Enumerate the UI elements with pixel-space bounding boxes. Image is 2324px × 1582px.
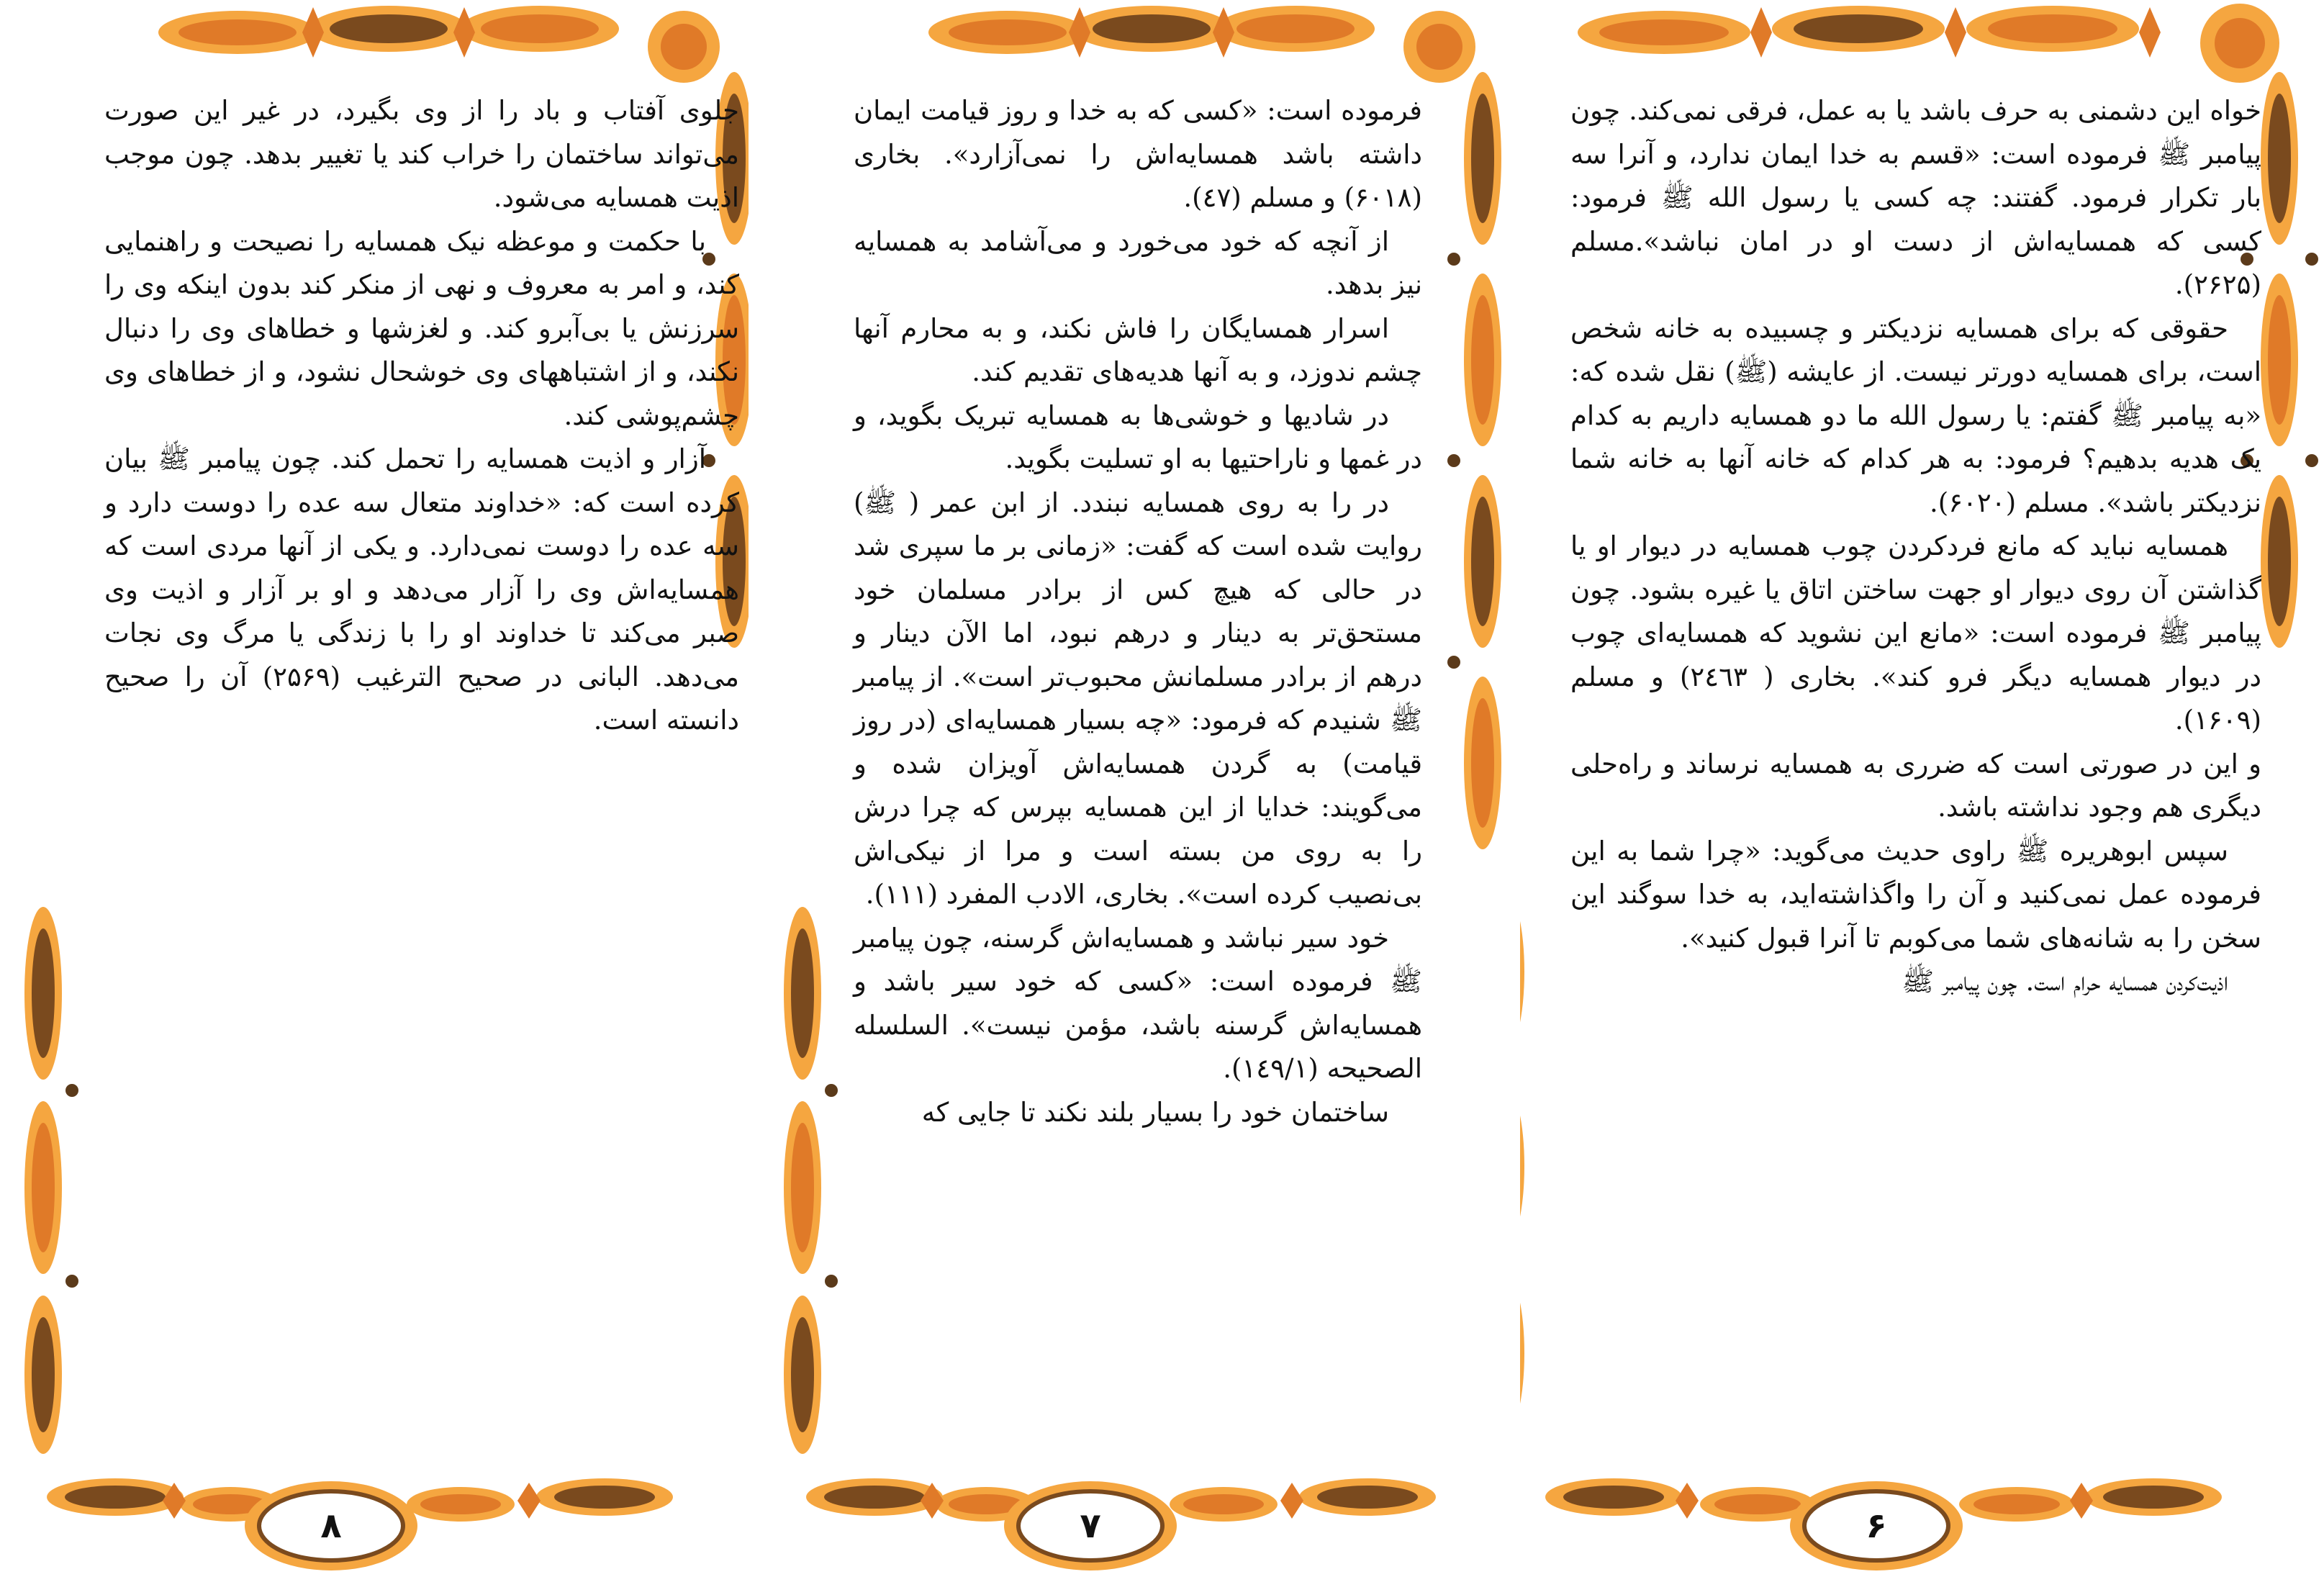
- page-8: [0, 0, 749, 1582]
- top-ornament: [1578, 4, 2279, 83]
- paragraph: حقوقی که برای همسایه نزدیکتر و چسبیده به خانه شخص است، برای همسایه دورتر نیست. از عایشه (ﷺ) نقل شده که: «به پیامبر ﷺ گفتم: یا رسول الله ما دو همسایه داریم به کدام یک هدیه بدهیم؟ فرمود: به هر کدام که خانه آنها به خانه شما نزدیکتر باشد». مسلم (۶۰۲۰).: [1570, 312, 2261, 518]
- left-ornament: [784, 907, 838, 1454]
- left-ornament: [1520, 892, 1524, 1432]
- right-ornament: [1447, 72, 1501, 849]
- paragraph: اسرار همسایگان را فاش نکند، و به محارم آنها چشم ندوزد، و به آنها هدیه‌های تقدیم کند.: [854, 312, 1422, 387]
- page-number: ۶: [1866, 1506, 1887, 1546]
- page-7: [749, 0, 1520, 1582]
- paragraph: فرموده است: «کسی که به خدا و روز قیامت ایمان داشته باشد همسایه‌اش را نمی‌آزارد». بخاری (۶۰۱۸) و مسلم (٤۷).: [854, 95, 1422, 213]
- paragraph: در شادیها و خوشی‌ها به همسایه تبریک بگوید، و در غمها و ناراحتیها به او تسلیت بگوید.: [854, 399, 1422, 474]
- paragraph: سپس ابوهریره ﷺ راوی حدیث می‌گوید: «چرا شما به این فرموده عمل نمی‌کنید و آن را واگذاشته‌اید، به خدا سوگند این سخن را به شانه‌های شما می‌کوبم تا آنرا قبول کنید».: [1570, 835, 2261, 954]
- paragraph: ساختمان خود را بسیار بلند نکند تا جایی که: [921, 1096, 1389, 1128]
- paragraph: خواه این دشمنی به حرف باشد یا به عمل، فرقی نمی‌کند. چون پیامبر ﷺ فرموده است: «قسم به خدا ایمان ندارد، و آنرا سه بار تکرار فرمود. گفتند: چه کسی یا رسول الله ﷺ فرمود: کسی که همسایه‌اش از دست او در امان نباشد».مسلم (۲۶۲۵).: [1570, 95, 2261, 300]
- page-number: ۸: [320, 1506, 342, 1546]
- left-ornament: [24, 907, 78, 1454]
- paragraph: از آنچه که خود می‌خورد و می‌آشامد به همسایه نیز بدهد.: [854, 225, 1422, 300]
- page-body: [1570, 89, 2261, 1004]
- paragraph: در را به روی همسایه نبندد. از ابن عمر ( ﷺ) روایت شده است که گفت: «زمانی بر ما سپری شد در حالی که هیچ کس از برادر مسلمان خود مستحق‌تر به دینار و درهم نبود، اما الآن دینار و درهم از برادر مسلمانش محبوب‌تر است». از پیامبر ﷺ شنیدم که فرمود: «چه بسیار همسایه‌ای (در روز قیامت) به گردن همسایه‌اش آویزان شده و می‌گویند: خدایا از این همسایه بپرس که چرا درش را به روی من بسته است و مرا از نیکی‌اش بی‌نصیب کرده است». بخاری، الادب المفرد (۱۱۱).: [854, 487, 1422, 910]
- page-body: [854, 89, 1422, 1134]
- paragraph: با حکمت و موعظه نیک همسایه را نصیحت و راهنمایی کند، و امر به معروف و نهی از منکر کند بدون اینکه وی را سرزنش یا بی‌آبرو کند. و لغزشها و خطاهای وی را دنبال نکند، و از اشتباههای وی خوشحال نشود، و از خطاهای وی چشم‌پوشی کند.: [104, 225, 739, 431]
- page-number: ۷: [1080, 1506, 1101, 1546]
- top-ornament: [928, 6, 1475, 83]
- page-6: [1520, 0, 2324, 1582]
- paragraph: اذیت‌کردن همسایه حرام است. چون پیامبر ﷺ: [1902, 966, 2228, 997]
- paragraph: خود سیر نباشد و همسایه‌اش گرسنه، چون پیامبر ﷺ فرموده است: «کسی که خود سیر باشد و همسایه‌اش گرسنه باشد، مؤمن نیست». السلسله الصحیحه (۱٤۹/۱).: [854, 922, 1422, 1084]
- paragraph: همسایه نباید که مانع فردکردن چوب همسایه در دیوار او یا گذاشتن آن روی دیوار او جهت ساختن اتاق یا غیره بشود. چون پیامبر ﷺ فرموده است: «مانع این نشوید که همسایه‌ای چوب در دیوار همسایه دیگر فرو کند». بخاری ( ۲٤٦۳) و مسلم (۱۶۰۹).: [1570, 530, 2262, 736]
- paragraph: و این در صورتی است که ضرری به همسایه نرساند و راه‌حلی دیگری هم وجود نداشته باشد.: [1570, 748, 2261, 823]
- paragraph: آزار و اذیت همسایه را تحمل کند. چون پیامبر ﷺ بیان کرده است که: «خداوند متعال سه عده را دوست دارد و سه عده را دوست نمی‌دارد. و یکی از آنها مردی است که همسایه‌اش وی را آزار می‌دهد و او بر آزار و اذیت وی صبر می‌کند تا خداوند او را با زندگی یا مرگ وی نجات می‌دهد. البانی در صحیح الترغیب (۲۵۶۹) آن را صحیح دانسته است.: [104, 443, 739, 736]
- page-body: [104, 89, 739, 743]
- paragraph: جلوی آفتاب و باد را از وی بگیرد، در غیر این صورت می‌تواند ساختمان را خراب کند یا تغییر بدهد. چون موجب اذیت همسایه می‌شود.: [104, 95, 739, 213]
- top-ornament: [158, 6, 720, 83]
